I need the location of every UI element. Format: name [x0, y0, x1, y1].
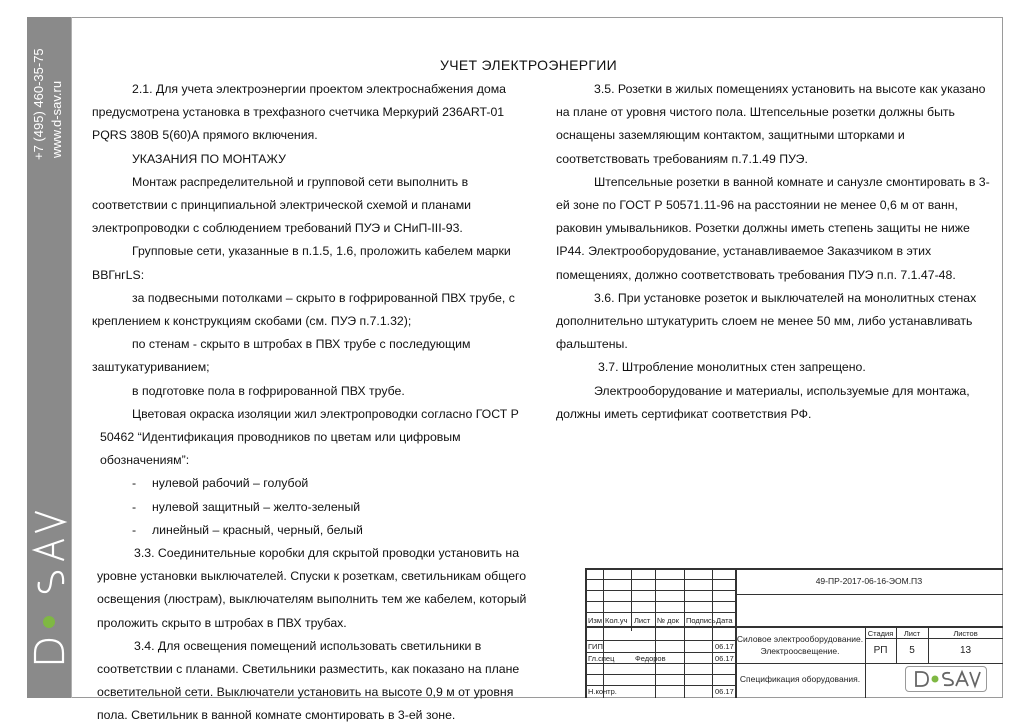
paragraph-line: 3.3. Соединительные коробки для скрытой проводки установить на: [134, 546, 520, 561]
object-title-1: Силовое электрооборудование.: [736, 634, 864, 644]
paragraph-line: Групповые сети, указанные в п.1.5, 1.6, проложить кабелем марки: [132, 244, 511, 259]
document-name: Спецификация оборудования.: [739, 674, 861, 684]
list-item: [92, 496, 547, 519]
paragraph-line: ВВГнгLS:: [92, 267, 145, 282]
stamp-header: Изм: [588, 616, 602, 625]
paragraph-line: ей зоне по ГОСТ Р 50571.11-96 на расстоянии не менее 0,6 м от ванн,: [556, 198, 958, 213]
paragraph-line: Монтаж распределительной и групповой сети выполнить в: [132, 174, 469, 189]
paragraph-line: помещениях, должно соответствовать требования ПУЭ п.п. 7.1.47-48.: [556, 267, 956, 282]
stamp-name-glspec: Федоров: [635, 654, 666, 663]
paragraph-line: соответствии с принципиальной электрической схемой и планами: [92, 198, 472, 213]
paragraph-line: IP44. Электрооборудование, устанавливаемое Заказчиком в этих: [556, 244, 932, 259]
paragraph-line: дополнительно штукатурить слоем не менее 50 мм, либо устанавливать: [556, 314, 973, 329]
section-heading: УКАЗАНИЯ ПО МОНТАЖУ: [132, 151, 286, 166]
paragraph-line: уровне установки выключателей. Спуски к розеткам, светильникам общего: [97, 569, 527, 584]
stamp-logo: [905, 666, 987, 692]
text-column-right: [556, 78, 996, 426]
list-dash: -: [132, 522, 137, 537]
paragraph-line: 3.5. Розетки в жилых помещениях установить на высоте как указано: [594, 82, 986, 96]
list-item: [92, 519, 547, 542]
stamp-date: 06.17: [715, 654, 734, 663]
stamp-role-nkontr: Н.контр.: [588, 687, 617, 696]
paragraph-line: фальштены.: [556, 337, 628, 352]
paragraph-line: на плане от уровня чистого пола. Штепсельные розетки должны быть: [556, 105, 955, 120]
logo-dot: [43, 616, 55, 628]
document-title: УЧЕТ ЭЛЕКТРОЭНЕРГИИ: [440, 57, 618, 73]
paragraph-line: обозначениям”:: [100, 453, 190, 468]
paragraph-line: 3.7. Штробление монолитных стен запрещено.: [598, 360, 866, 375]
paragraph-line: соответствии с планами. Светильники разместить, как показано на плане: [97, 662, 520, 677]
paragraph-line: оснащены заземляющим контактом, защитными шторками и: [556, 128, 905, 143]
paragraph-line: Цветовая окраска изоляции жил электропроводки согласно ГОСТ Р: [132, 406, 519, 421]
stamp-header: Подпись: [686, 616, 716, 625]
list-item-text: линейный – красный, черный, белый: [152, 522, 363, 537]
frame-divider: [71, 17, 72, 698]
paragraph-line: освещения (люстрам), выключателям выполнить тем же кабелем, который: [97, 592, 527, 607]
paragraph-line: Штепсельные розетки в ванной комнате и санузле смонтировать в 3-: [594, 174, 990, 189]
paragraph-line: пола. Светильник в ванной комнате смонтировать в 3-ей зоне.: [97, 708, 456, 723]
dsav-logo: [27, 470, 71, 670]
list-item-text: нулевой рабочий – голубой: [152, 476, 309, 491]
paragraph-line: по стенам - скрыто в штробах в ПВХ трубе с последующим: [132, 337, 471, 352]
paragraph-line: раковин умывальников. Розетки должны иметь степень защиты не ниже: [556, 221, 970, 236]
list-dash: -: [132, 499, 137, 514]
paragraph-line: заштукатуриванием;: [92, 360, 210, 375]
paragraph-line: 3.6. При установке розеток и выключателей на монолитных стенах: [594, 290, 977, 305]
company-phone: +7 (495) 460-35-75: [31, 48, 46, 160]
paragraph-line: предусмотрена установка в трехфазного счетчика Меркурий 236ART-01: [92, 105, 505, 120]
paragraph-line: Электрооборудование и материалы, используемые для монтажа,: [594, 383, 970, 398]
company-website: www.d-sav.ru: [49, 80, 64, 158]
paragraph-line: осветительной сети. Выключатели установить на высоте 0,9 м от уровня: [97, 685, 514, 700]
list-item: [92, 472, 547, 495]
stamp-date: 06.17: [715, 687, 734, 696]
paragraph-line: электропроводки с соблюдением требований ПУЭ и СНиП-III-93.: [92, 221, 463, 236]
paragraph-line: PQRS 380В 5(60)А прямого включения.: [92, 128, 318, 143]
document-code: 49-ПР-2017-06-16-ЭОМ.ПЗ: [815, 576, 923, 586]
stamp-header: Лист: [634, 616, 651, 625]
title-block: [585, 568, 1003, 698]
sheets-value: 13: [959, 645, 972, 656]
paragraph-line: 50462 “Идентификация проводников по цветам или цифровым: [100, 430, 461, 445]
paragraph-line: проложить скрыто в штробах в ПВХ трубах.: [97, 615, 347, 630]
stage-label: Стадия: [867, 629, 894, 638]
list-dash: -: [132, 476, 137, 491]
text-column-left: [92, 78, 547, 728]
stamp-header: Дата: [716, 616, 733, 625]
dsav-logo-small: [906, 667, 986, 691]
paragraph-line: должны иметь сертификат соответствия РФ.: [556, 406, 812, 421]
stage-value: РП: [873, 645, 888, 656]
object-title-2: Электроосвещение.: [760, 646, 840, 656]
paragraph-line: 2.1. Для учета электроэнергии проектом электроснабжения дома: [132, 82, 507, 96]
list-item-text: нулевой защитный – желто-зеленый: [152, 499, 361, 514]
stamp-role-gip: ГИП: [588, 642, 603, 651]
stamp-header: № док: [657, 616, 679, 625]
paragraph-line: креплением к конструкциям скобами (см. ПУЭ п.7.1.32);: [92, 314, 412, 329]
sheet-value: 5: [909, 645, 915, 656]
paragraph-line: 3.4. Для освещения помещений использовать светильники в: [134, 638, 482, 653]
stamp-role-glspec: Гл.спец: [588, 654, 615, 663]
stamp-header: Кол.уч: [605, 616, 628, 625]
sheets-label: Листов: [953, 629, 978, 638]
paragraph-line: в подготовке пола в гофрированной ПВХ трубе.: [132, 383, 405, 398]
stamp-date: 06.17: [715, 642, 734, 651]
sheet-label: Лист: [903, 629, 921, 638]
paragraph-line: за подвесными потолками – скрыто в гофрированной ПВХ трубе, с: [132, 290, 515, 305]
paragraph-line: соответствовать требованиям п.7.1.49 ПУЭ.: [556, 151, 808, 166]
